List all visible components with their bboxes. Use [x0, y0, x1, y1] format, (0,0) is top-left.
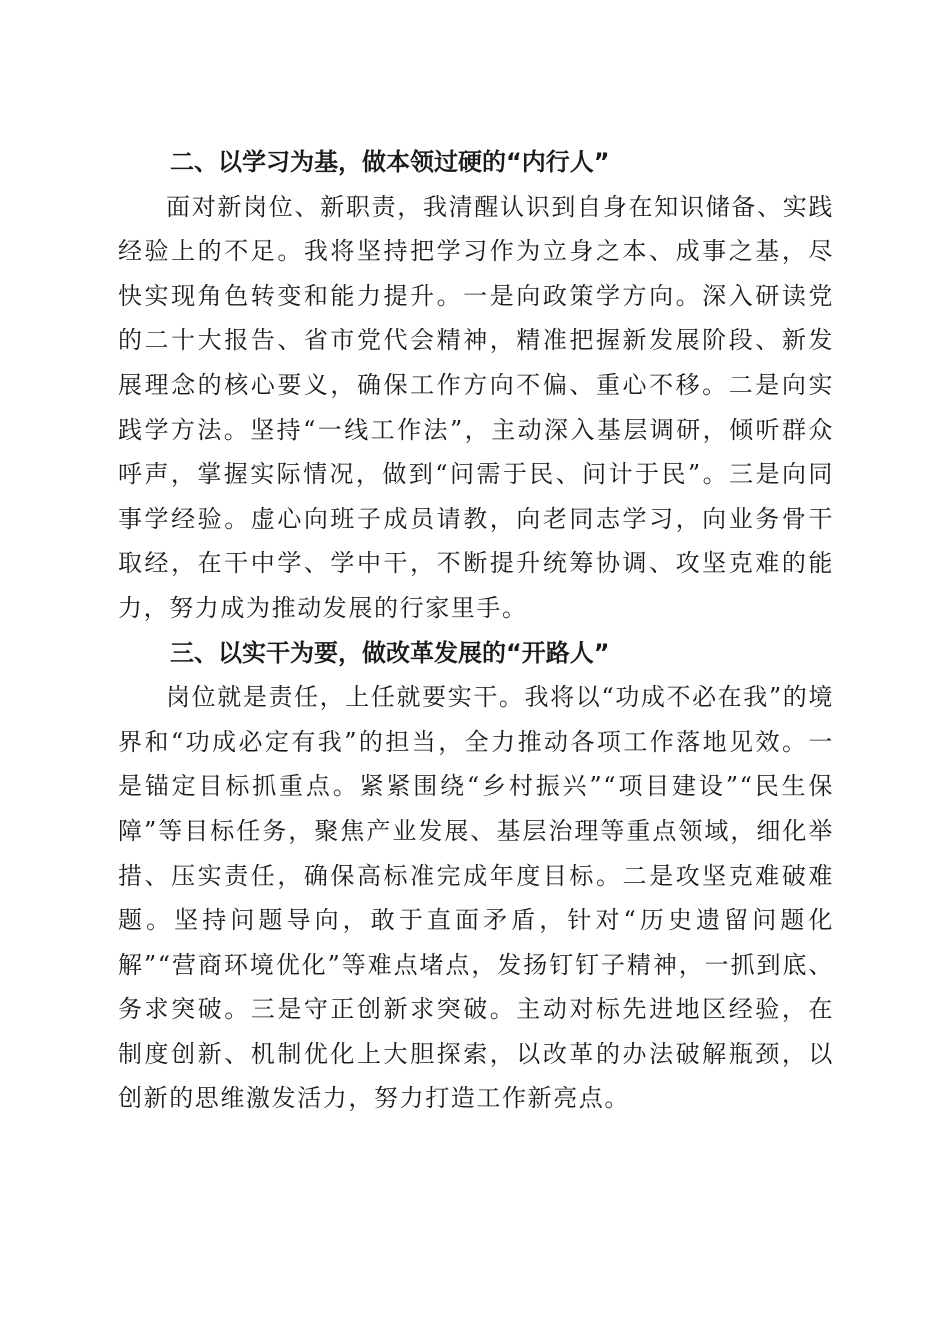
section-paragraph-2: 面对新岗位、新职责，我清醒认识到自身在知识储备、实践经验上的不足。我将坚持把学习作为立身之本、成事之基，尽快实现角色转变和能力提升。一是向政策学方向。深入研读党的二十大报告、省市党代会精神，精准把握新发展阶段、新发展理念的核心要义，确保工作方向不偏、重心不移。二是向实践学方法。坚持“一线工作法”，主动深入基层调研，倾听群众呼声，掌握实际情况，做到“问需于民、问计于民”。三是向同事学经验。虚心向班子成员请教，向老同志学习，向业务骨干取经，在干中学、学中干，不断提升统筹协调、攻坚克难的能力，努力成为推动发展的行家里手。 [118, 192, 834, 622]
section-heading-2: 二、以学习为基，做本领过硬的“内行人” [170, 148, 610, 176]
document-body [118, 140, 834, 1121]
section-heading-3: 三、以实干为要，做改革发展的“开路人” [170, 638, 610, 667]
section-paragraph-3: 岗位就是责任，上任就要实干。我将以“功成不必在我”的境界和“功成必定有我”的担当，全力推动各项工作落地见效。一是锚定目标抓重点。紧紧围绕“乡村振兴”“项目建设”“民生保障”等目标任务，聚焦产业发展、基层治理等重点领域，细化举措、压实责任，确保高标准完成年度目标。二是攻坚克难破难题。坚持问题导向，敢于直面矛盾，针对“历史遗留问题化解”“营商环境优化”等难点堵点，发扬钉钉子精神，一抓到底、务求突破。三是守正创新求突破。主动对标先进地区经验，在制度创新、机制优化上大胆探索，以改革的办法破解瓶颈，以创新的思维激发活力，努力打造工作新亮点。 [118, 683, 834, 1113]
